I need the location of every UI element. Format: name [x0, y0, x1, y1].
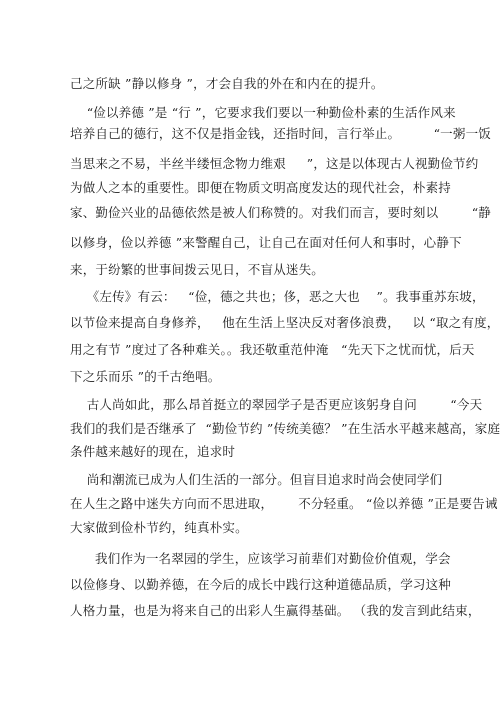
text-line: 来，于纷繁的世事间拨云见日，不盲从迷失。 [70, 262, 325, 277]
text-line: 为做人之本的重要性。即便在物质文明高度发达的现代社会，朴素持 [70, 180, 452, 195]
text-line: “俭以养德 ”是 “行 ”，它要求我们要以一种勤俭朴素的生活作风来 [70, 105, 456, 120]
text-line: 以修身，俭以养德 ”来警醒自己，让自己在面对任何人和事时，心静下 [70, 235, 462, 250]
text-line: 条件越来越好的现在，追求时 [70, 444, 236, 459]
text-line: 尚和潮流已成为人们生活的一部分。但盲目追求时尚会使同学们 [70, 472, 443, 487]
text-line: 在人生之路中迷失方向而不思进取， 不分轻重。 “俭以养德 ”正是要告诫 [70, 496, 498, 511]
text-line: 培养自己的德行，这不仅是指金钱，还指时间，言行举止。 “一粥一饭 [70, 126, 491, 141]
text-line: 下之乐而乐 ”的千古绝唱。 [70, 369, 221, 384]
text-line: 己之所缺 ”静以修身 ”，才会自我的外在和内在的提升。 [70, 76, 384, 91]
text-line: 以俭修身、以勤养德，在今后的成长中践行这种道德品质，学习这种 [70, 577, 452, 592]
text-line: 我们作为一名翠园的学生，应该学习前辈们对勤俭价值观，学会 [70, 551, 451, 566]
text-line: 以节俭来提高自身修养， 他在生活上坚决反对奢侈浪费， 以 “取之有度， [70, 315, 500, 330]
text-line: 用之有节 ”度过了各种难关。。我还敬重范仲淹 “先天下之忧而忧，后天 [70, 342, 475, 357]
text-line: 人格力量，也是为将来自己的出彩人生赢得基础。 （我的发言到此结束， [70, 603, 481, 618]
text-line: 大家做到俭朴节约，纯真朴实。 [70, 520, 248, 535]
text-line: 当思来之不易，半丝半缕恒念物力维艰 ”，这是以体现古人视勤俭节约 [70, 156, 479, 171]
text-line: 《左传》有云： “俭，德之共也；侈，恶之大也 ”。我事重苏东坡， [70, 289, 485, 304]
text-line: 古人尚如此，那么昂首挺立的翠园学子是否更应该躬身自问 “今天 [70, 397, 483, 412]
text-line: 家、勤俭兴业的品德依然是被人们称赞的。对我们而言，要时刻以 “静 [70, 205, 491, 220]
text-line: 我们的我们是否继承了 “勤俭节约 ”传统美德？ ”在生活水平越来越高，家庭 [70, 421, 500, 436]
